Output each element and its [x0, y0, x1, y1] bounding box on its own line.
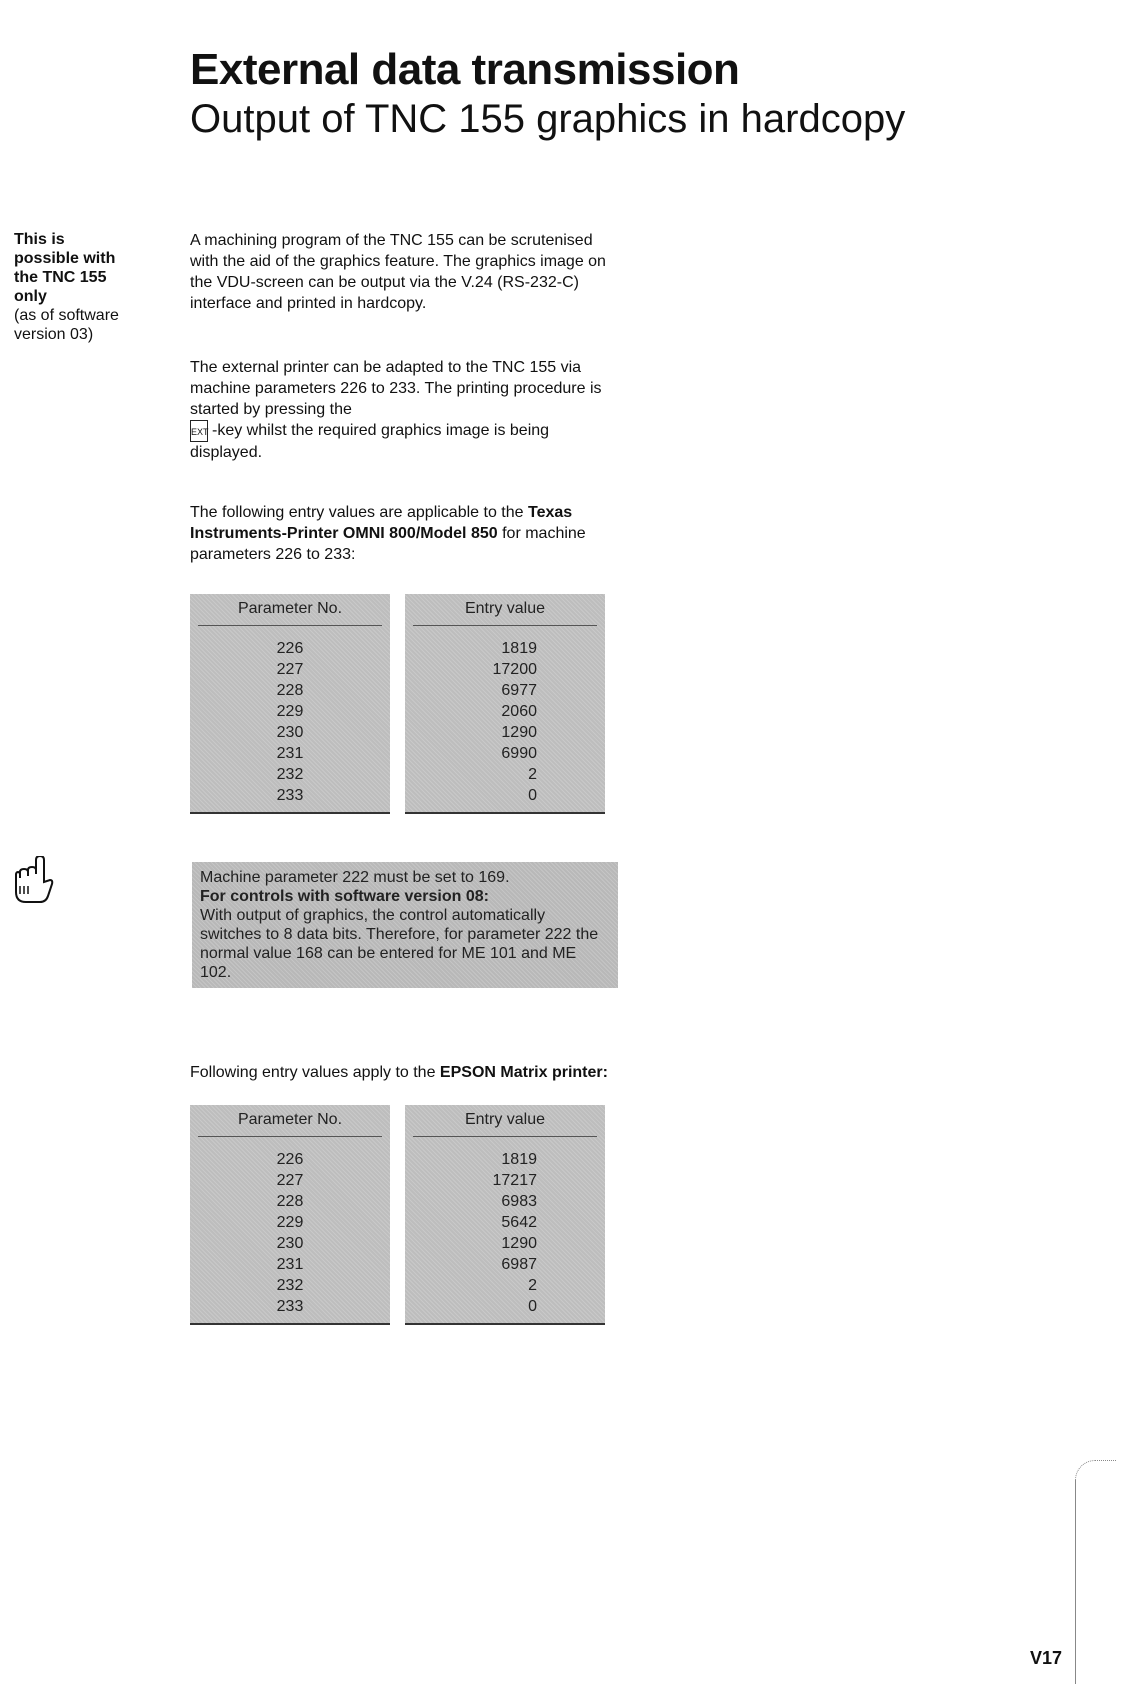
texas-intro-post: for machine parameters 226 to 233: — [190, 525, 586, 563]
notice-heading: For controls with software version 08: — [200, 888, 489, 905]
texas-value-cell: 17200 — [492, 661, 537, 678]
texas-intro-pre: The following entry values are applicable to the — [190, 504, 524, 521]
sidenote — [14, 230, 164, 344]
epson-intro-pre: Following entry values apply to the — [190, 1064, 436, 1081]
texas-param-cell: 228 — [276, 682, 304, 699]
page-subtitle: Output of TNC 155 graphics in hardcopy — [190, 97, 906, 141]
sidenote-strong-line: only — [14, 288, 47, 305]
texas-value-cell: 1290 — [501, 724, 537, 741]
epson-value-header: Entry value — [413, 1105, 597, 1137]
epson-value-cell: 6983 — [501, 1193, 537, 1210]
ext-key-icon: EXT — [190, 420, 208, 442]
texas-intro — [190, 502, 610, 565]
epson-param-cell: 226 — [276, 1151, 304, 1168]
epson-param-cell: 232 — [276, 1277, 304, 1294]
sidenote-strong-line: This is — [14, 231, 65, 248]
printer-paragraph — [190, 357, 610, 463]
texas-param-column — [190, 594, 390, 814]
epson-param-cell: 231 — [276, 1256, 304, 1273]
texas-value-cell: 6977 — [501, 682, 537, 699]
margin-decoration — [1075, 1460, 1116, 1491]
texas-param-cell: 230 — [276, 724, 304, 741]
notice-box — [192, 862, 618, 988]
epson-param-cell: 227 — [276, 1172, 304, 1189]
intro-paragraph: A machining program of the TNC 155 can be scrutenised with the aid of the graphics feature. The graphics image on the VDU-screen can be output via the V.24 (RS-232-C) interface and printed in hardcopy. — [190, 232, 606, 312]
texas-param-cell: 232 — [276, 766, 304, 783]
epson-param-cell: 229 — [276, 1214, 304, 1231]
texas-printer-name: Texas Instruments-Printer OMNI 800/Model 850 — [190, 504, 573, 542]
texas-value-cell: 6990 — [501, 745, 537, 762]
texas-param-cell: 233 — [276, 787, 304, 804]
texas-param-cell: 229 — [276, 703, 304, 720]
epson-intro — [190, 1062, 610, 1083]
texas-param-header: Parameter No. — [198, 594, 382, 626]
texas-value-header: Entry value — [413, 594, 597, 626]
texas-value-cell: 0 — [528, 787, 537, 804]
texas-value-column — [405, 594, 605, 814]
epson-parameter-table — [190, 1105, 605, 1325]
epson-param-cell: 228 — [276, 1193, 304, 1210]
epson-value-cell: 6987 — [501, 1256, 537, 1273]
texas-value-cells — [405, 626, 605, 812]
epson-value-column — [405, 1105, 605, 1325]
texas-value-cell: 1819 — [501, 640, 537, 657]
epson-param-cell: 230 — [276, 1235, 304, 1252]
sidenote-light-line: (as of software — [14, 307, 119, 324]
notice-line: Machine parameter 222 must be set to 169. — [200, 869, 510, 886]
texas-param-cell: 226 — [276, 640, 304, 657]
page-number: V17 — [1030, 1648, 1063, 1668]
epson-printer-name: EPSON Matrix printer: — [439, 1064, 608, 1081]
epson-value-cells — [405, 1137, 605, 1323]
texas-param-cells — [190, 626, 390, 812]
texas-value-cell: 2 — [528, 766, 537, 783]
sidenote-strong-line: possible with — [14, 250, 116, 267]
sidenote-strong-line: the TNC 155 — [14, 269, 107, 286]
epson-param-header: Parameter No. — [198, 1105, 382, 1137]
printer-paragraph-text: The external printer can be adapted to the TNC 155 via machine parameters 226 to 233. The printing procedure is started by pressing the — [190, 359, 602, 418]
sidenote-light-line: version 03) — [14, 326, 94, 343]
texas-param-cell: 227 — [276, 661, 304, 678]
texas-parameter-table — [190, 594, 605, 814]
epson-value-cell: 2 — [528, 1277, 537, 1294]
epson-param-cell: 233 — [276, 1298, 304, 1315]
printer-paragraph-cont: -key whilst the required graphics image is being displayed. — [190, 422, 550, 461]
epson-param-column — [190, 1105, 390, 1325]
epson-value-cell: 17217 — [492, 1172, 537, 1189]
epson-value-cell: 1290 — [501, 1235, 537, 1252]
epson-value-cell: 1819 — [501, 1151, 537, 1168]
texas-value-cell: 2060 — [501, 703, 537, 720]
epson-value-cell: 0 — [528, 1298, 537, 1315]
notice-line: With output of graphics, the control automatically switches to 8 data bits. Therefore, for parameter 222 the normal value 168 can be entered for ME 101 and ME 102. — [200, 907, 599, 981]
texas-param-cell: 231 — [276, 745, 304, 762]
margin-rule — [1075, 1480, 1076, 1684]
epson-value-cell: 5642 — [501, 1214, 537, 1231]
page-title: External data transmission — [190, 45, 740, 94]
epson-param-cells — [190, 1137, 390, 1323]
pointing-hand-icon — [10, 856, 54, 906]
